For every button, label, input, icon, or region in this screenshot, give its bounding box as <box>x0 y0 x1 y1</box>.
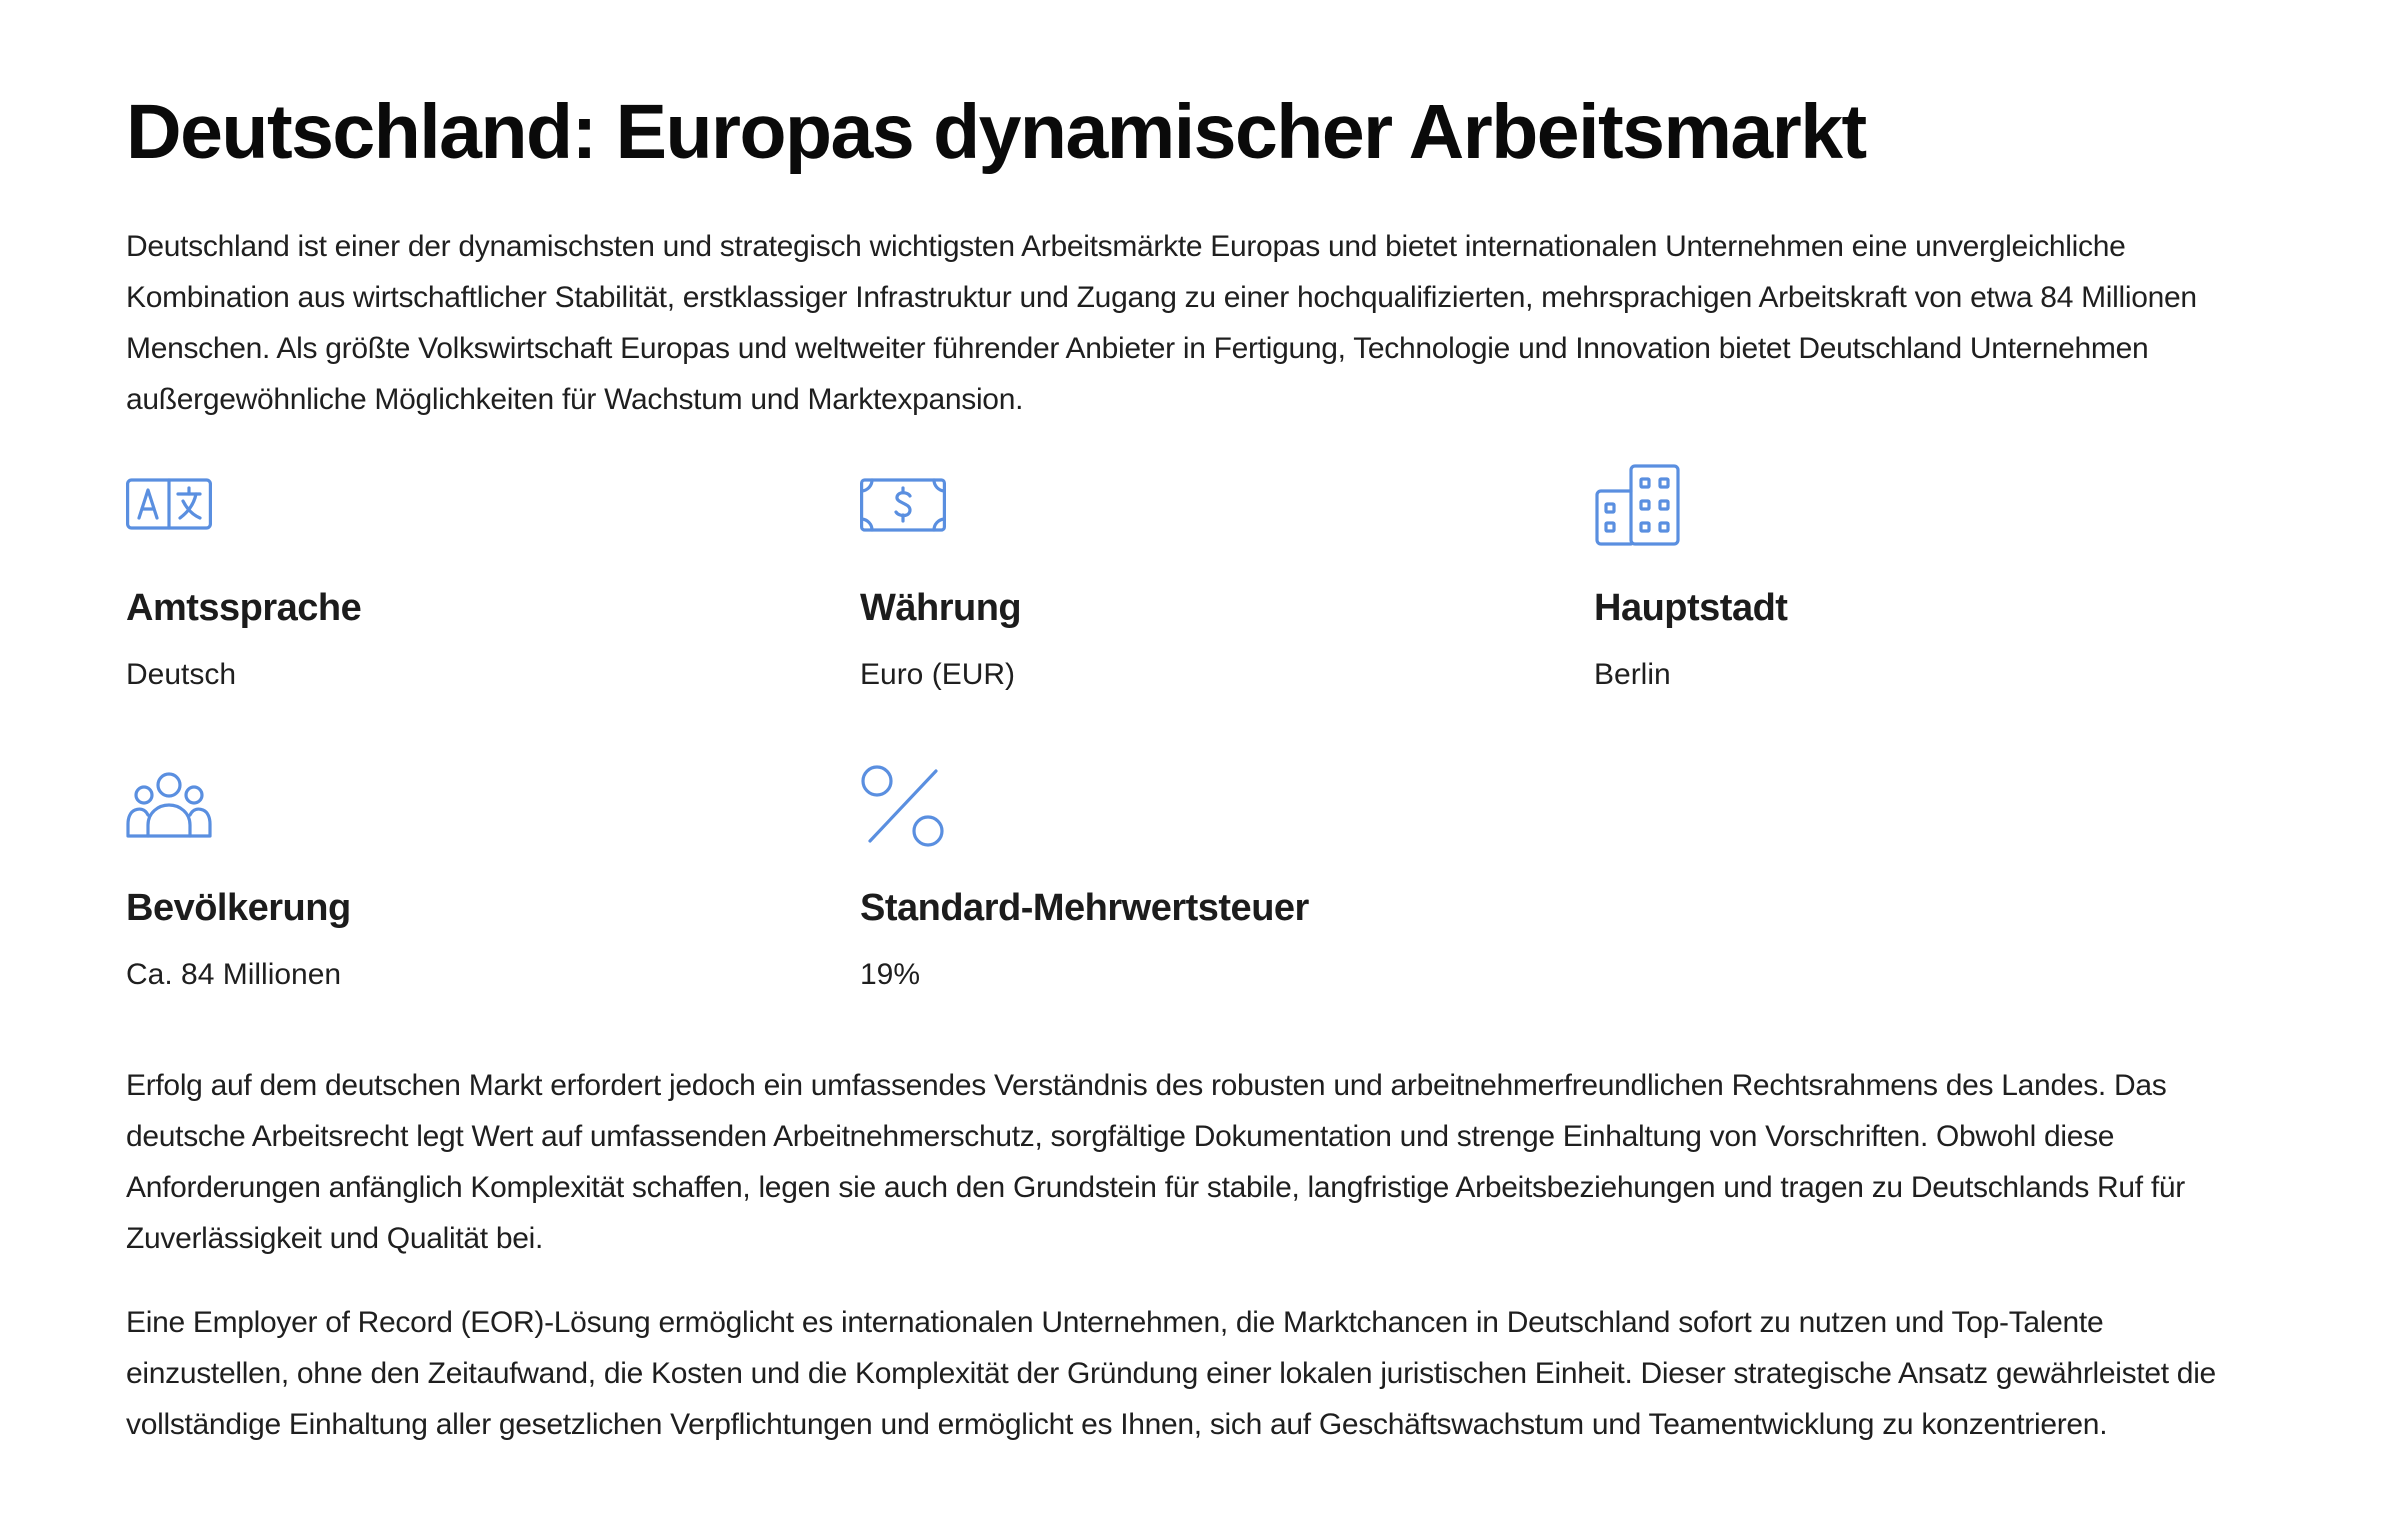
fact-currency <box>860 463 1594 763</box>
people-icon <box>126 763 212 849</box>
fact-official-language <box>126 463 860 763</box>
fact-population <box>126 763 860 1063</box>
fact-label: Bevölkerung <box>126 887 351 929</box>
fact-value: 19% <box>860 958 921 991</box>
fact-value: Berlin <box>1594 658 1671 691</box>
translate-icon <box>126 463 212 549</box>
buildings-icon <box>1594 463 1680 549</box>
facts-grid <box>126 463 2274 1063</box>
fact-label: Währung <box>860 587 1022 629</box>
fact-label: Hauptstadt <box>1594 587 1788 629</box>
page-title: Deutschland: Europas dynamischer Arbeitsmarkt <box>126 89 1866 175</box>
eor-paragraph: Eine Employer of Record (EOR)-Lösung ermöglicht es internationalen Unternehmen, die Marktchancen in Deutschland sofort zu nutzen und Top-Talente einzustellen, ohne den Zeitaufwand, die Kosten und die Komplexität der Gründung einer lokalen juristischen Einheit. Dieser strategische Ansatz gewährleistet die vollständige Einhaltung aller gesetzlichen Verpflichtungen und ermöglicht es Ihnen, sich auf Geschäftswachstum und Teamentwicklung zu konzentrieren. <box>126 1306 2216 1441</box>
banknote-icon <box>860 463 946 549</box>
intro-paragraph: Deutschland ist einer der dynamischsten und strategisch wichtigsten Arbeitsmärkte Europas und bietet internationalen Unternehmen eine unvergleichliche Kombination aus wirtschaftlicher Stabilität, erstklassiger Infrastruktur und Zugang zu einer hochqualifizierten, mehrsprachigen Arbeitskraft von etwa 84 Millionen Menschen. Als größte Volkswirtschaft Europas und weltweiter führender Anbieter in Fertigung, Technologie und Innovation bietet Deutschland Unternehmen außergewöhnliche Möglichkeiten für Wachstum und Marktexpansion. <box>126 230 2197 416</box>
body-section <box>126 1060 2274 1450</box>
legal-framework-paragraph: Erfolg auf dem deutschen Markt erfordert jedoch ein umfassendes Verständnis des robusten und arbeitnehmerfreundlichen Rechtsrahmens des Landes. Das deutsche Arbeitsrecht legt Wert auf umfassenden Arbeitnehmerschutz, sorgfältige Dokumentation und strenge Einhaltung von Vorschriften. Obwohl diese Anforderungen anfänglich Komplexität schaffen, legen sie auch den Grundstein für stabile, langfristige Arbeitsbeziehungen und tragen zu Deutschlands Ruf für Zuverlässigkeit und Qualität bei. <box>126 1069 2185 1255</box>
fact-label: Amtssprache <box>126 587 362 629</box>
fact-value: Euro (EUR) <box>860 658 1016 691</box>
fact-vat <box>860 763 1594 1063</box>
fact-label: Standard-Mehrwertsteuer <box>860 887 1309 929</box>
fact-value: Ca. 84 Millionen <box>126 958 342 991</box>
fact-capital <box>1594 463 2328 763</box>
percent-icon <box>860 763 946 849</box>
fact-value: Deutsch <box>126 658 237 691</box>
